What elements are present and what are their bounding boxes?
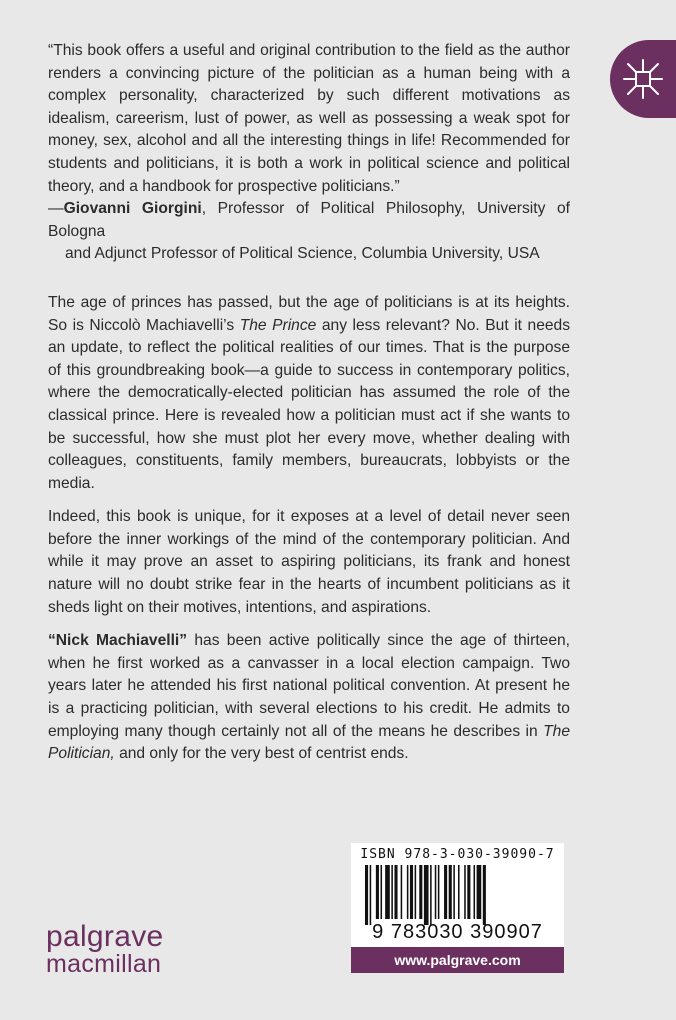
book-title-reference: The Prince bbox=[239, 316, 317, 334]
attribution-line-2: and Adjunct Professor of Political Science, Columbia University, USA bbox=[65, 245, 540, 263]
quote-author: Giovanni Giorgini bbox=[63, 200, 202, 218]
website-url: www.palgrave.com bbox=[351, 947, 564, 973]
back-cover-text bbox=[48, 40, 570, 766]
attribution-line-1: —Giovanni Giorgini, Professor of Political Philosophy, University of Bologna bbox=[48, 200, 570, 240]
publisher-logo bbox=[46, 922, 163, 976]
barcode-bars bbox=[365, 865, 550, 925]
network-node-icon bbox=[622, 58, 664, 100]
book-description bbox=[48, 292, 570, 619]
logo-line-palgrave: palgrave bbox=[46, 920, 164, 953]
description-paragraph-1: The age of princes has passed, but the age of politicians is at its heights. So is Niccolò Machiavelli’s The Prince any less relevant? No. But it needs an update, to reflect the political realities of our times. That is the purpose of this groundbreaking book—a guide to success in contemporary politics, where the democratically-elected politician has assumed the role of the classical prince. Here is revealed how a politician must act if she wants to be successful, how she must plot her every move, whether dealing with colleagues, constituents, family members, bureaucrats, lobbyists or the media. bbox=[48, 293, 571, 492]
bio-book-title: The Politician, bbox=[48, 722, 570, 763]
logo-line-macmillan: macmillan bbox=[46, 950, 162, 978]
quote-text: “This book offers a useful and original contribution to the field as the author renders a convincing picture of the politician as a human being with a complex personality, characterized by such different motivations as idealism, careerism, lust of power, as well as possessing a weak spot for money, sex, alcohol and all the interesting things in life! Recommended for students and politicians, it is both a work in political science and political theory, and a handbook for prospective politicians.” bbox=[48, 42, 570, 195]
endorsement-quote bbox=[48, 40, 570, 266]
quote-author-title: , Professor of Political Philosophy, University of Bologna bbox=[48, 200, 570, 240]
author-bio: “Nick Machiavelli” has been active politically since the age of thirteen, when he first worked as a canvasser in a local election campaign. Two years later he attended his first national political convention. At present he is a practicing politician, with several elections to his credit. He admits to employing many though certainly not all of the means he describes in The Politician, and only for the very best of centrist ends. bbox=[48, 632, 570, 763]
isbn-digits: 9 783030 390907 bbox=[372, 921, 543, 943]
isbn-label: ISBN 978-3-030-39090-7 bbox=[360, 847, 555, 862]
author-name: “Nick Machiavelli” bbox=[48, 632, 188, 650]
description-paragraph-2: Indeed, this book is unique, for it exposes at a level of detail never seen before the inner workings of the mind of the contemporary politician. And while it may prove an asset to aspiring politicians, its frank and honest nature will no doubt strike fear in the hearts of incumbent politicians as it sheds light on their motives, intentions, and aspirations. bbox=[48, 508, 570, 616]
quote-attribution bbox=[48, 198, 570, 266]
isbn-barcode bbox=[351, 843, 564, 947]
publisher-badge bbox=[610, 40, 676, 118]
